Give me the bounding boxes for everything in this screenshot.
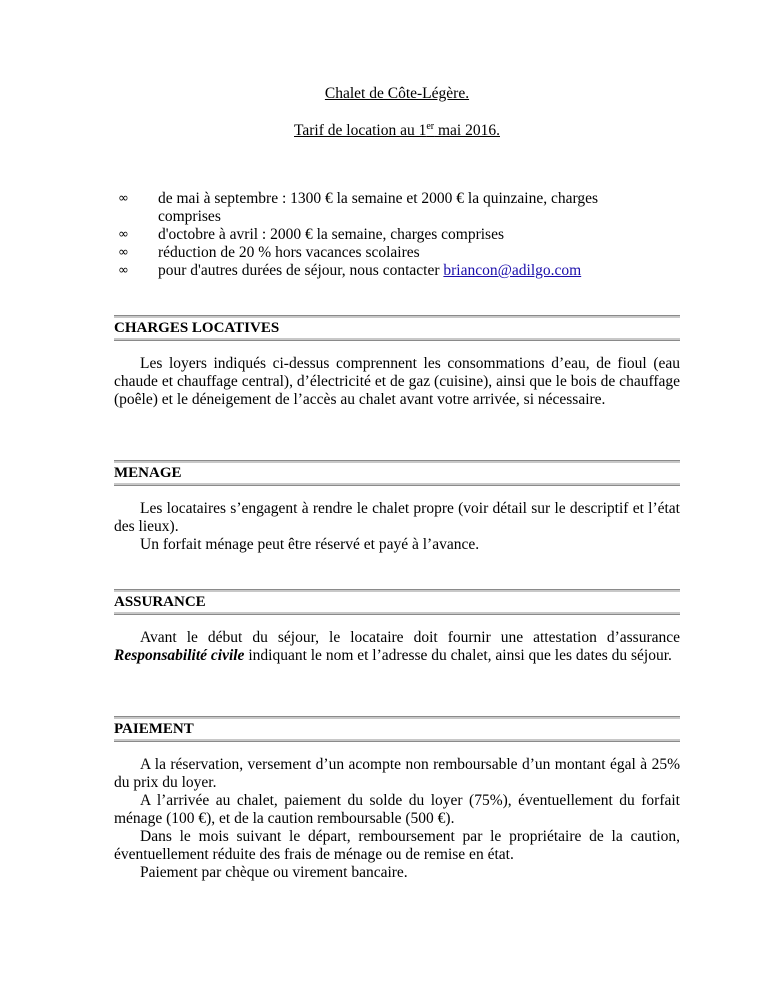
list-item xyxy=(114,262,680,280)
subtitle-suffix: mai 2016. xyxy=(434,122,500,139)
paragraph: A la réservation, versement d’un acompte non remboursable d’un montant égal à 25% du prix du loyer. xyxy=(114,756,680,791)
paragraph xyxy=(114,629,680,665)
paragraph: Paiement par chèque ou virement bancaire. xyxy=(140,864,408,881)
paragraph: A l’arrivée au chalet, paiement du solde du loyer (75%), éventuellement du forfait ménage (100 €), et de la caution remboursable (500 €). xyxy=(114,792,680,827)
document-title: Chalet de Côte-Légère. xyxy=(324,85,470,102)
section-heading-assurance: ASSURANCE xyxy=(114,589,680,615)
paragraph-text: Avant le début du séjour, le locataire doit fournir une attestation d’assurance xyxy=(140,629,680,646)
document-subtitle xyxy=(114,122,680,140)
paragraph: Les locataires s’engagent à rendre le chalet propre (voir détail sur le descriptif et l’état des lieux). xyxy=(114,500,680,535)
list-item-text: pour d'autres durées de séjour, nous contacter xyxy=(158,262,444,279)
infinity-bullet-icon: ∞ xyxy=(118,227,129,242)
section-body-charges xyxy=(114,355,680,409)
list-item-text: réduction de 20 % hors vacances scolaires xyxy=(158,244,420,261)
infinity-bullet-icon: ∞ xyxy=(118,191,129,206)
section-heading-paiement: PAIEMENT xyxy=(114,716,680,742)
paragraph-text: indiquant le nom et l’adresse du chalet, ainsi que les dates du séjour. xyxy=(244,647,672,664)
section-heading-charges: CHARGES LOCATIVES xyxy=(114,315,680,341)
list-item xyxy=(114,190,680,226)
list-item-text: de mai à septembre : 1300 € la semaine et 2000 € la quinzaine, charges comprises xyxy=(158,190,599,225)
list-item-text: d'octobre à avril : 2000 € la semaine, charges comprises xyxy=(158,226,504,243)
list-item xyxy=(114,244,680,262)
list-item xyxy=(114,226,680,244)
paragraph: Les loyers indiqués ci-dessus comprennent les consommations d’eau, de fioul (eau chaude et chauffage central), d’électricité et de gaz (cuisine), ainsi que le bois de chauffage (poêle) et le déneigement de l’accès au chalet avant votre arrivée, si nécessaire. xyxy=(114,355,680,408)
emphasis-text: Responsabilité civile xyxy=(114,647,245,664)
subtitle-superscript: er xyxy=(426,121,435,132)
section-body-menage xyxy=(114,500,680,554)
infinity-bullet-icon: ∞ xyxy=(118,263,129,278)
contact-email-link[interactable]: briancon@adilgo.com xyxy=(443,262,582,279)
section-heading-menage: MENAGE xyxy=(114,460,680,486)
section-body-assurance xyxy=(114,629,680,665)
paragraph: Dans le mois suivant le départ, remboursement par le propriétaire de la caution, éventuellement réduite des frais de ménage ou de remise en état. xyxy=(114,828,680,863)
infinity-bullet-icon: ∞ xyxy=(118,245,129,260)
rate-list xyxy=(114,190,680,280)
subtitle-prefix: Tarif de location au 1 xyxy=(294,122,427,139)
paragraph: Un forfait ménage peut être réservé et payé à l’avance. xyxy=(140,536,480,553)
section-body-paiement xyxy=(114,756,680,882)
